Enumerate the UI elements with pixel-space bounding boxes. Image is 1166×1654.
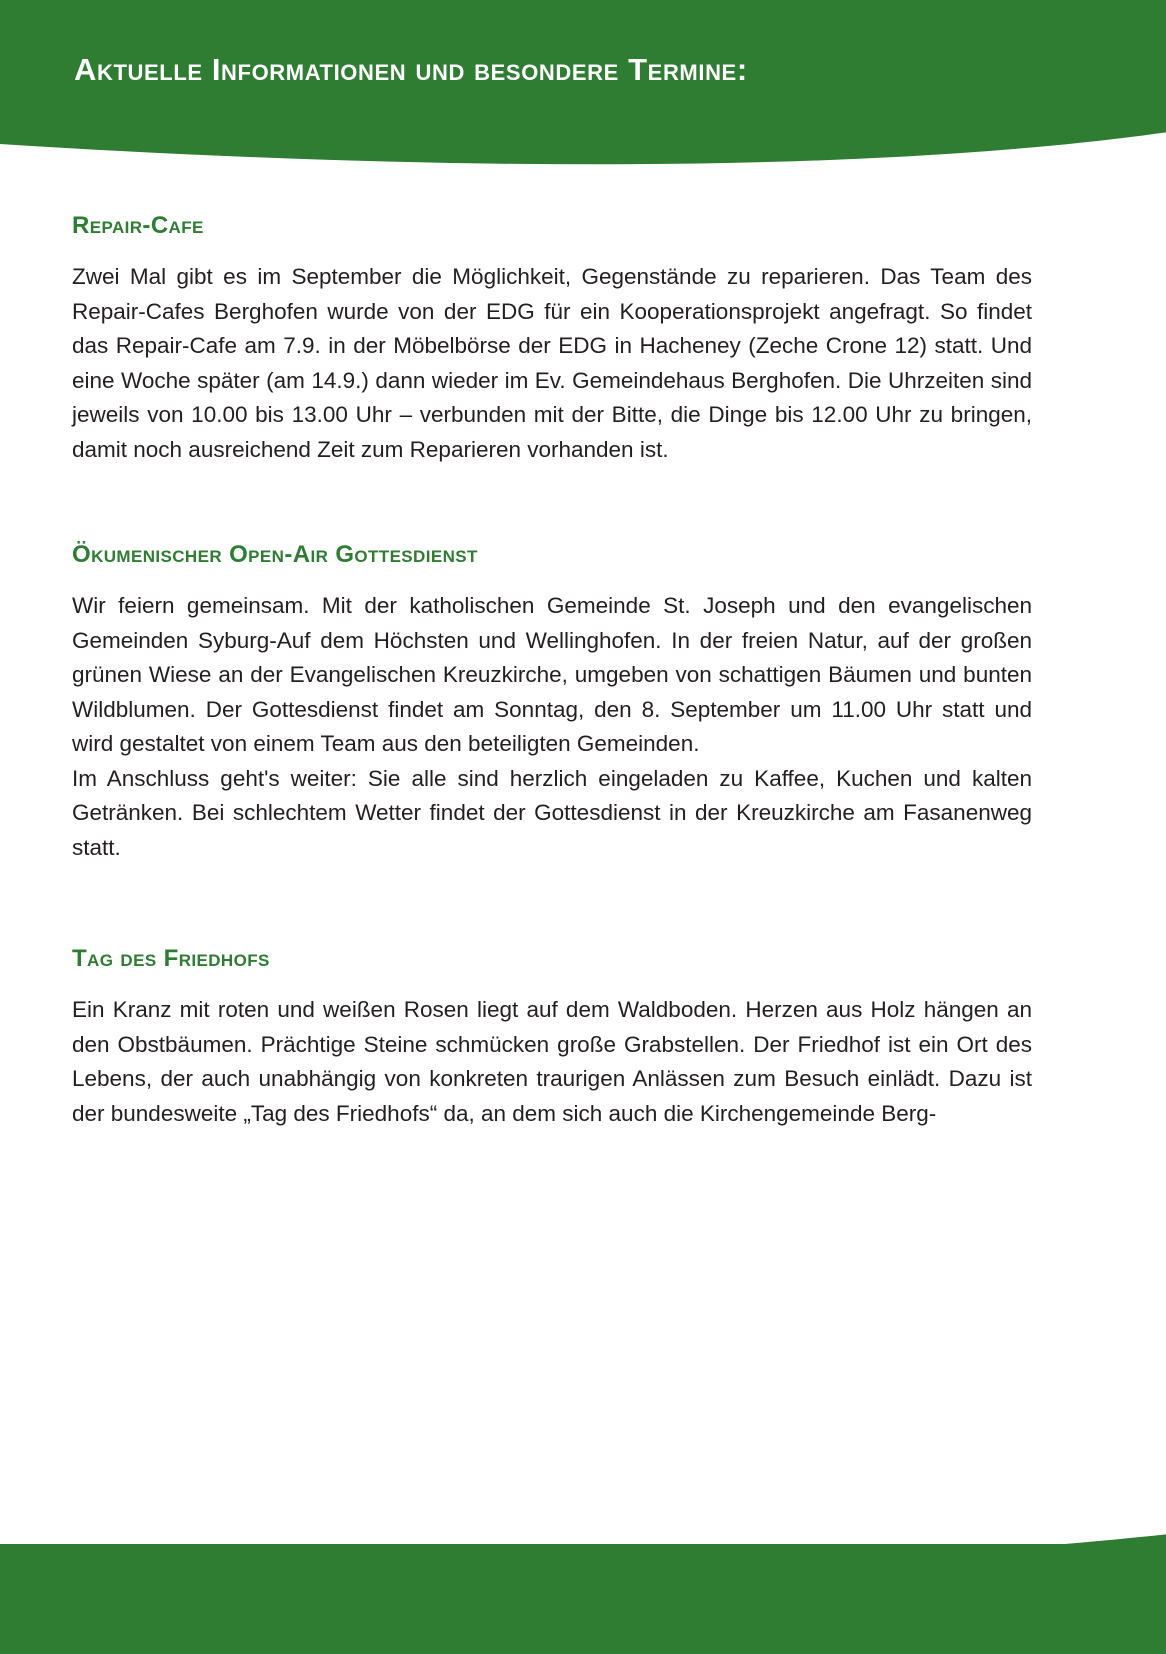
- header-band: [0, 0, 1166, 180]
- page-title: Aktuelle Informationen und besondere Termine:: [74, 52, 748, 87]
- section-paragraph: Im Anschluss geht's weiter: Sie alle sind herzlich eingeladen zu Kaffee, Kuchen und kalten Getränken. Bei schlechtem Wetter findet der Gottesdienst in der Kreuzkirche am Fasanenweg statt.: [72, 765, 1032, 860]
- section-heading: Ökumenischer Open-Air Gottesdienst: [72, 541, 478, 568]
- section-heading: Tag des Friedhofs: [72, 945, 270, 972]
- header-curve-decoration: [0, 100, 1166, 180]
- section-oekumenischer-open-air-gottesdienst: [72, 541, 1032, 865]
- section-paragraph: Zwei Mal gibt es im September die Möglichkeit, Gegenstände zu reparieren. Das Team des Repair-Cafes Berghofen wurde von der EDG für ein Kooperationsprojekt angefragt. So findet das Repair-Cafe am 7.9. in der Möbelbörse der EDG in Hacheney (Zeche Crone 12) statt. Und eine Woche später (am 14.9.) dann wieder im Ev. Gemeindehaus Berghofen. Die Uhrzeiten sind jeweils von 10.00 bis 13.00 Uhr – verbunden mit der Bitte, die Dinge bis 12.00 Uhr zu bringen, damit noch ausreichend Zeit zum Reparieren vorhanden ist.: [72, 264, 1032, 462]
- section-paragraph: Wir feiern gemeinsam. Mit der katholischen Gemeinde St. Joseph und den evangelischen Gemeinden Syburg-Auf dem Höchsten und Wellinghofen. In der freien Natur, auf der großen grünen Wiese an der Evangelischen Kreuzkirche, umgeben von schattigen Bäumen und bunten Wildblumen. Der Gottesdienst findet am Sonntag, den 8. September um 11.00 Uhr statt und wird gestaltet von einem Team aus den beteiligten Gemeinden.: [72, 593, 1032, 756]
- footer-curve-decoration: [0, 1459, 1166, 1579]
- section-repair-cafe: [72, 212, 1032, 467]
- section-paragraph: Ein Kranz mit roten und weißen Rosen liegt auf dem Waldboden. Herzen aus Holz hängen an den Obstbäumen. Prächtige Steine schmücken große Grabstellen. Der Friedhof ist ein Ort des Lebens, der auch unabhängig von konkreten traurigen Anlässen zum Besuch einlädt. Dazu ist der bundesweite „Tag des Friedhofs“ da, an dem sich auch die Kirchengemeinde Berg-: [72, 997, 1032, 1126]
- spacer: [72, 501, 1032, 541]
- article-content: [72, 212, 1032, 1165]
- footer-band: [0, 1454, 1166, 1654]
- section-heading: Repair-Cafe: [72, 212, 204, 239]
- section-tag-des-friedhofs: [72, 945, 1032, 1131]
- spacer: [72, 899, 1032, 945]
